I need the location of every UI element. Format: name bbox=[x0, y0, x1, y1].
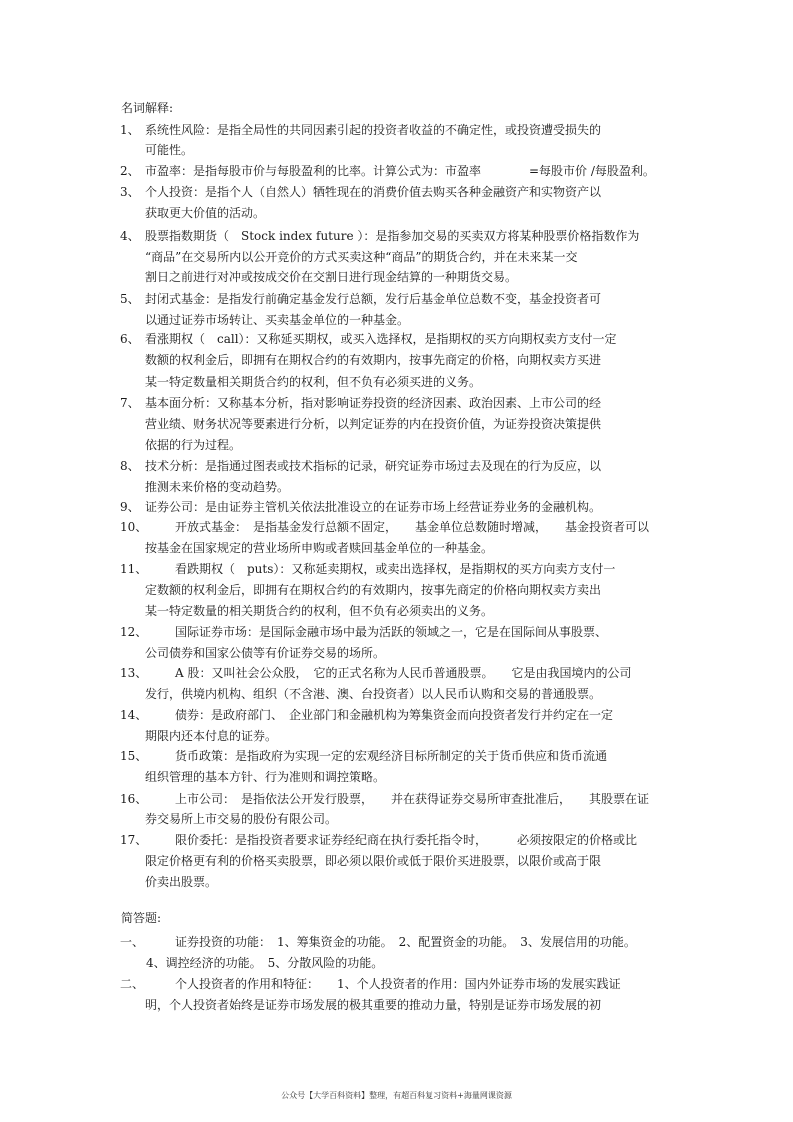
terms-item-text: 封闭式基金：是指发行前确定基金发行总额，发行后基金单位总数不变，基金投资者可 bbox=[145, 292, 602, 306]
terms-item-text: 某一特定数量相关期货合约的权利，但不负有必须买进的义务。 bbox=[145, 375, 482, 389]
terms-item-text: 债券：是政府部门、 企业部门和金融机构为筹集资金而向投资者发行并约定在一定 bbox=[175, 708, 614, 722]
terms-item-text: A 股：又叫社会公众股， 它的正式名称为人民币普通股票。 它是由我国境内的公司 bbox=[175, 666, 632, 680]
terms-item-text: 价卖出股票。 bbox=[145, 875, 218, 889]
terms-item-text: 限定价格更有利的价格买卖股票，即必须以限价或低于限价买进股票，以限价或高于限 bbox=[145, 854, 602, 868]
terms-item-number: 12、 bbox=[120, 625, 148, 639]
terms-item-number: 2、 bbox=[120, 164, 140, 178]
terms-item-text: “商品”在交易所内以公开竞价的方式买卖这种“商品”的期货合约，并在未来某一交 bbox=[145, 250, 578, 264]
terms-item-text: 个人投资：是指个人（自然人）牺牲现在的消费价值去购买各种金融资产和实物资产以 bbox=[145, 185, 602, 199]
terms-item-text: 割日之前进行对冲或按成交价在交割日进行现金结算的一种期货交易。 bbox=[145, 270, 518, 284]
terms-item-text: 定数额的权利金后，即拥有在期权合约的有效期内，按事先商定的价格向期权卖方卖出 bbox=[145, 583, 602, 597]
terms-item-text: 可能性。 bbox=[145, 143, 194, 157]
terms-item-number: 10、 bbox=[120, 520, 148, 534]
terms-item-number: 1、 bbox=[120, 123, 140, 137]
terms-item-number: 7、 bbox=[120, 396, 140, 410]
terms-item-number: 8、 bbox=[120, 459, 140, 473]
terms-item-text: 券交易所上市交易的股份有限公司。 bbox=[145, 812, 338, 826]
terms-item-text: 发行，供境内机构、组织（不含港、澳、台投资者）以人民币认购和交易的普通股票。 bbox=[145, 687, 602, 701]
terms-item-text: 市盈率：是指每股市价与每股盈利的比率。计算公式为：市盈率 =每股市价 /每股盈利。 bbox=[145, 164, 655, 178]
terms-item-number: 6、 bbox=[120, 332, 140, 346]
terms-item-text: 公司债券和国家公债等有价证券交易的场所。 bbox=[145, 646, 386, 660]
terms-item-text: 看涨期权（ call）：又称延买期权，或买入选择权，是指期权的买方向期权卖方支付一定 bbox=[145, 332, 617, 346]
section-heading-terms: 名词解释: bbox=[121, 101, 174, 115]
terms-item-text: 组织管理的基本方针、行为准则和调控策略。 bbox=[145, 770, 386, 784]
terms-item-text: 货币政策：是指政府为实现一定的宏观经济目标所制定的关于货币供应和货币流通 bbox=[175, 749, 608, 763]
terms-item-text: 数额的权利金后，即拥有在期权合约的有效期内，按事先商定的价格，向期权卖方买进 bbox=[145, 353, 602, 367]
answers-item-text: 4、调控经济的功能。 5、分散风险的功能。 bbox=[146, 956, 384, 970]
footer-note: 公众号【大学百科资料】整理，有超百科复习资料+海量网课资源 bbox=[281, 1091, 512, 1100]
terms-item-number: 5、 bbox=[120, 292, 140, 306]
terms-item-number: 16、 bbox=[120, 792, 148, 806]
terms-item-text: 国际证券市场：是国际金融市场中最为活跃的领域之一，它是在国际间从事股票、 bbox=[175, 625, 608, 639]
terms-item-text: 股票指数期货（ Stock index future ）：是指参加交易的买卖双方将某种股票价格指数作为 bbox=[145, 229, 640, 243]
terms-item-text: 证券公司：是由证券主管机关依法批准设立的在证券市场上经营证券业务的金融机构。 bbox=[145, 500, 602, 514]
terms-item-text: 以通过证券市场转让、买卖基金单位的一种基金。 bbox=[145, 313, 410, 327]
terms-item-text: 看跌期权（ puts）：又称延卖期权，或卖出选择权，是指期权的买方向卖方支付一 bbox=[175, 562, 616, 576]
answers-item-text: 证券投资的功能： 1、筹集资金的功能。 2、配置资金的功能。 3、发展信用的功能。 bbox=[175, 935, 636, 949]
terms-item-text: 系统性风险：是指全局性的共同因素引起的投资者收益的不确定性，或投资遭受损失的 bbox=[145, 123, 602, 137]
terms-item-number: 17、 bbox=[120, 833, 148, 847]
terms-item-text: 基本面分析：又称基本分析，指对影响证券投资的经济因素、政治因素、上市公司的经 bbox=[145, 396, 602, 410]
terms-item-number: 9、 bbox=[120, 500, 140, 514]
terms-item-text: 技术分析：是指通过图表或技术指标的记录，研究证券市场过去及现在的行为反应，以 bbox=[145, 459, 602, 473]
terms-item-text: 推测未来价格的变动趋势。 bbox=[145, 480, 290, 494]
section-heading-short-answers: 简答题: bbox=[121, 911, 162, 925]
answers-item-number: 二、 bbox=[120, 977, 145, 991]
answers-item-text: 明，个人投资者始终是证券市场发展的极其重要的推动力量，特别是证券市场发展的初 bbox=[145, 998, 602, 1012]
terms-item-text: 限价委托：是指投资者要求证券经纪商在执行委托指令时， 必须按限定的价格或比 bbox=[175, 833, 638, 847]
terms-item-number: 4、 bbox=[120, 229, 140, 243]
answers-item-text: 个人投资者的作用和特征： 1、个人投资者的作用：国内外证券市场的发展实践证 bbox=[175, 977, 621, 991]
answers-item-number: 一、 bbox=[120, 935, 145, 949]
terms-item-number: 13、 bbox=[120, 666, 148, 680]
terms-item-text: 获取更大价值的活动。 bbox=[145, 206, 266, 220]
terms-item-number: 11、 bbox=[120, 562, 148, 576]
terms-item-text: 营业绩、财务状况等要素进行分析，以判定证券的内在投资价值，为证券投资决策提供 bbox=[145, 417, 602, 431]
terms-item-text: 某一特定数量的相关期货合约的权利，但不负有必须卖出的义务。 bbox=[145, 604, 494, 618]
terms-item-number: 3、 bbox=[120, 185, 140, 199]
terms-item-number: 14、 bbox=[120, 708, 148, 722]
terms-item-text: 期限内还本付息的证券。 bbox=[145, 729, 278, 743]
terms-item-text: 按基金在国家规定的营业场所申购或者赎回基金单位的一种基金。 bbox=[145, 541, 494, 555]
terms-item-text: 依据的行为过程。 bbox=[145, 438, 242, 452]
terms-item-text: 上市公司： 是指依法公开发行股票， 并在获得证券交易所审查批准后， 其股票在证 bbox=[175, 792, 650, 806]
terms-item-text: 开放式基金： 是指基金发行总额不固定， 基金单位总数随时增减， 基金投资者可以 bbox=[175, 520, 650, 534]
terms-item-number: 15、 bbox=[120, 749, 148, 763]
